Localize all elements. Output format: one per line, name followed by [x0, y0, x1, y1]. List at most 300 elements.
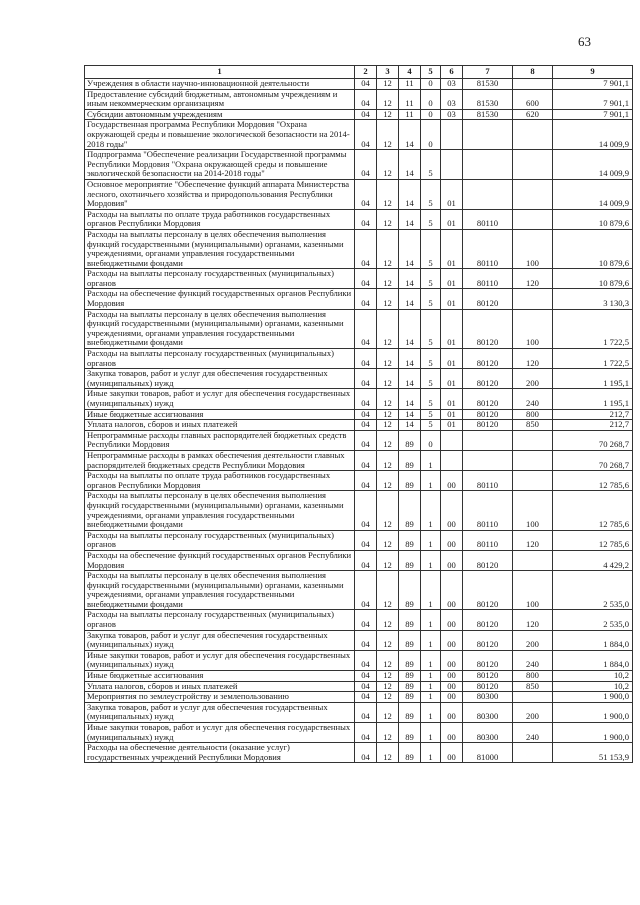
code-subprogram-cell: 5: [421, 420, 441, 431]
table-row: [85, 120, 633, 150]
code-subprogram-cell: 1: [421, 491, 441, 530]
code-ministry-cell: 04: [355, 179, 377, 209]
code-section-cell: 12: [377, 79, 399, 90]
table-row: [85, 491, 633, 530]
code-ministry-cell: 04: [355, 389, 377, 409]
code-program-cell: 89: [399, 702, 421, 722]
code-direction-cell: 80110: [463, 209, 513, 229]
code-direction-cell: 81530: [463, 89, 513, 109]
amount-cell: 12 785,6: [553, 530, 633, 550]
code-program-cell: 89: [399, 681, 421, 692]
code-section-cell: 12: [377, 450, 399, 470]
code-program-cell: 14: [399, 289, 421, 309]
item-name-cell: Расходы на выплаты персоналу в целях обеспечения выполнения функций государственными (муниципальными) органами, казенными учреждениями, органами управления государственными внебюджетными фондами: [85, 571, 355, 610]
code-ministry-cell: 04: [355, 692, 377, 703]
code-expense-type-cell: [513, 179, 553, 209]
code-event-cell: 00: [441, 681, 463, 692]
code-program-cell: 89: [399, 491, 421, 530]
amount-cell: 14 009,9: [553, 179, 633, 209]
item-name-cell: Расходы на выплаты персоналу государственных (муниципальных) органов: [85, 269, 355, 289]
code-event-cell: [441, 150, 463, 180]
table-row: [85, 389, 633, 409]
table-row: [85, 150, 633, 180]
code-direction-cell: 80110: [463, 530, 513, 550]
code-expense-type-cell: 850: [513, 420, 553, 431]
table-row: [85, 630, 633, 650]
code-program-cell: 89: [399, 671, 421, 682]
code-subprogram-cell: 5: [421, 349, 441, 369]
code-program-cell: 89: [399, 571, 421, 610]
code-program-cell: 14: [399, 349, 421, 369]
code-direction-cell: 80120: [463, 389, 513, 409]
item-name-cell: Расходы на выплаты персоналу в целях обеспечения выполнения функций государственными (муниципальными) органами, казенными учреждениями, органами управления государственными внебюджетными фондами: [85, 309, 355, 348]
code-section-cell: 12: [377, 420, 399, 431]
code-expense-type-cell: [513, 450, 553, 470]
code-section-cell: 12: [377, 471, 399, 491]
code-program-cell: 14: [399, 409, 421, 420]
code-section-cell: 12: [377, 309, 399, 348]
code-expense-type-cell: [513, 471, 553, 491]
code-direction-cell: [463, 179, 513, 209]
code-program-cell: 11: [399, 79, 421, 90]
item-name-cell: Расходы на обеспечение деятельности (оказание услуг) государственных учреждений Республики Мордовия: [85, 743, 355, 763]
item-name-cell: Непрограммные расходы в рамках обеспечения деятельности главных распорядителей бюджетных средств Республики Мордовия: [85, 450, 355, 470]
code-section-cell: 12: [377, 671, 399, 682]
amount-cell: 7 901,1: [553, 79, 633, 90]
code-expense-type-cell: 850: [513, 681, 553, 692]
amount-cell: 7 901,1: [553, 109, 633, 120]
table-row: [85, 530, 633, 550]
amount-cell: 10 879,6: [553, 229, 633, 268]
table-row: [85, 450, 633, 470]
code-section-cell: 12: [377, 229, 399, 268]
code-section-cell: 12: [377, 349, 399, 369]
item-name-cell: Иные закупки товаров, работ и услуг для обеспечения государственных (муниципальных) нужд: [85, 723, 355, 743]
code-section-cell: 12: [377, 120, 399, 150]
amount-cell: 10,2: [553, 681, 633, 692]
code-section-cell: 12: [377, 743, 399, 763]
code-expense-type-cell: 240: [513, 650, 553, 670]
amount-cell: 1 722,5: [553, 349, 633, 369]
code-subprogram-cell: 0: [421, 430, 441, 450]
code-subprogram-cell: 5: [421, 150, 441, 180]
code-direction-cell: 80110: [463, 229, 513, 268]
code-subprogram-cell: 1: [421, 743, 441, 763]
code-event-cell: 00: [441, 571, 463, 610]
table-row: [85, 430, 633, 450]
code-event-cell: 00: [441, 530, 463, 550]
code-ministry-cell: 04: [355, 743, 377, 763]
code-subprogram-cell: 1: [421, 671, 441, 682]
code-subprogram-cell: 1: [421, 550, 441, 570]
header-cell: 7: [463, 66, 513, 79]
code-subprogram-cell: 0: [421, 89, 441, 109]
code-direction-cell: 80300: [463, 723, 513, 743]
code-ministry-cell: 04: [355, 89, 377, 109]
item-name-cell: Расходы на выплаты персоналу государственных (муниципальных) органов: [85, 530, 355, 550]
code-ministry-cell: 04: [355, 450, 377, 470]
code-program-cell: 14: [399, 309, 421, 348]
code-expense-type-cell: 200: [513, 702, 553, 722]
code-expense-type-cell: [513, 209, 553, 229]
code-program-cell: 89: [399, 471, 421, 491]
code-program-cell: 89: [399, 650, 421, 670]
code-program-cell: 89: [399, 630, 421, 650]
table-row: [85, 269, 633, 289]
item-name-cell: Иные закупки товаров, работ и услуг для обеспечения государственных (муниципальных) нужд: [85, 389, 355, 409]
item-name-cell: Основное мероприятие "Обеспечение функций аппарата Министерства лесного, охотничьего хозяйства и природопользования Республики Мордовия": [85, 179, 355, 209]
amount-cell: 1 900,0: [553, 692, 633, 703]
item-name-cell: Иные бюджетные ассигнования: [85, 409, 355, 420]
amount-cell: 3 130,3: [553, 289, 633, 309]
code-program-cell: 89: [399, 450, 421, 470]
code-event-cell: 01: [441, 420, 463, 431]
table-row: [85, 471, 633, 491]
code-program-cell: 89: [399, 610, 421, 630]
code-direction-cell: 80120: [463, 420, 513, 431]
code-section-cell: 12: [377, 179, 399, 209]
code-direction-cell: [463, 150, 513, 180]
code-event-cell: 00: [441, 550, 463, 570]
table-row: [85, 420, 633, 431]
code-ministry-cell: 04: [355, 269, 377, 289]
code-expense-type-cell: 240: [513, 389, 553, 409]
code-subprogram-cell: 1: [421, 692, 441, 703]
code-section-cell: 12: [377, 369, 399, 389]
code-expense-type-cell: 120: [513, 530, 553, 550]
code-direction-cell: 80300: [463, 702, 513, 722]
code-direction-cell: 81530: [463, 79, 513, 90]
code-direction-cell: 80300: [463, 692, 513, 703]
code-subprogram-cell: 5: [421, 389, 441, 409]
code-ministry-cell: 04: [355, 471, 377, 491]
code-event-cell: 00: [441, 723, 463, 743]
amount-cell: 70 268,7: [553, 430, 633, 450]
code-event-cell: 03: [441, 79, 463, 90]
code-event-cell: [441, 430, 463, 450]
code-expense-type-cell: [513, 430, 553, 450]
item-name-cell: Расходы на обеспечение функций государственных органов Республики Мордовия: [85, 289, 355, 309]
code-expense-type-cell: [513, 120, 553, 150]
code-expense-type-cell: 800: [513, 671, 553, 682]
code-direction-cell: 80120: [463, 309, 513, 348]
amount-cell: 1 884,0: [553, 650, 633, 670]
code-subprogram-cell: 5: [421, 369, 441, 389]
table-row: [85, 571, 633, 610]
code-subprogram-cell: 5: [421, 309, 441, 348]
code-direction-cell: 80120: [463, 289, 513, 309]
code-event-cell: 00: [441, 671, 463, 682]
table-row: [85, 692, 633, 703]
code-event-cell: 03: [441, 109, 463, 120]
amount-cell: 1 195,1: [553, 389, 633, 409]
item-name-cell: Уплата налогов, сборов и иных платежей: [85, 681, 355, 692]
code-ministry-cell: 04: [355, 671, 377, 682]
amount-cell: 212,7: [553, 409, 633, 420]
amount-cell: 7 901,1: [553, 89, 633, 109]
amount-cell: 70 268,7: [553, 450, 633, 470]
item-name-cell: Расходы на выплаты персоналу в целях обеспечения выполнения функций государственными (муниципальными) органами, казенными учреждениями, органами управления государственными внебюджетными фондами: [85, 229, 355, 268]
table-row: [85, 289, 633, 309]
code-event-cell: 00: [441, 630, 463, 650]
table-row: [85, 550, 633, 570]
code-expense-type-cell: 800: [513, 409, 553, 420]
header-cell: 5: [421, 66, 441, 79]
code-expense-type-cell: [513, 692, 553, 703]
code-program-cell: 14: [399, 269, 421, 289]
code-subprogram-cell: 5: [421, 209, 441, 229]
code-expense-type-cell: 620: [513, 109, 553, 120]
item-name-cell: Расходы на выплаты по оплате труда работников государственных органов Республики Мордовия: [85, 471, 355, 491]
code-ministry-cell: 04: [355, 420, 377, 431]
budget-table: [84, 65, 633, 763]
amount-cell: 4 429,2: [553, 550, 633, 570]
item-name-cell: Мероприятия по землеустройству и землепользованию: [85, 692, 355, 703]
code-direction-cell: 81000: [463, 743, 513, 763]
code-direction-cell: 80120: [463, 349, 513, 369]
code-section-cell: 12: [377, 89, 399, 109]
amount-cell: 1 900,0: [553, 723, 633, 743]
code-direction-cell: [463, 430, 513, 450]
code-ministry-cell: 04: [355, 409, 377, 420]
item-name-cell: Предоставление субсидий бюджетным, автономным учреждениям и иным некоммерческим организациям: [85, 89, 355, 109]
code-direction-cell: 80110: [463, 491, 513, 530]
table-row: [85, 369, 633, 389]
item-name-cell: Подпрограмма "Обеспечение реализации Государственной программы Республики Мордовия "Охрана окружающей среды и повышение экологической безопасности на 2014-2018 годы": [85, 150, 355, 180]
code-expense-type-cell: 240: [513, 723, 553, 743]
code-section-cell: 12: [377, 289, 399, 309]
code-expense-type-cell: [513, 289, 553, 309]
code-expense-type-cell: 100: [513, 309, 553, 348]
code-ministry-cell: 04: [355, 150, 377, 180]
table-row: [85, 681, 633, 692]
code-section-cell: 12: [377, 723, 399, 743]
table-row: [85, 209, 633, 229]
amount-cell: 10,2: [553, 671, 633, 682]
item-name-cell: Закупка товаров, работ и услуг для обеспечения государственных (муниципальных) нужд: [85, 702, 355, 722]
code-ministry-cell: 04: [355, 681, 377, 692]
code-event-cell: 00: [441, 491, 463, 530]
code-section-cell: 12: [377, 389, 399, 409]
code-section-cell: 12: [377, 150, 399, 180]
code-expense-type-cell: 120: [513, 349, 553, 369]
code-direction-cell: 80120: [463, 369, 513, 389]
code-event-cell: 01: [441, 369, 463, 389]
code-program-cell: 11: [399, 89, 421, 109]
code-expense-type-cell: 100: [513, 571, 553, 610]
table-row: [85, 109, 633, 120]
code-direction-cell: 80110: [463, 471, 513, 491]
code-expense-type-cell: 120: [513, 610, 553, 630]
code-event-cell: 00: [441, 650, 463, 670]
table-row: [85, 702, 633, 722]
code-program-cell: 89: [399, 692, 421, 703]
code-program-cell: 89: [399, 550, 421, 570]
amount-cell: 14 009,9: [553, 150, 633, 180]
amount-cell: 12 785,6: [553, 471, 633, 491]
code-subprogram-cell: 1: [421, 650, 441, 670]
header-cell: 9: [553, 66, 633, 79]
code-event-cell: 01: [441, 229, 463, 268]
code-event-cell: 01: [441, 409, 463, 420]
code-direction-cell: 80120: [463, 610, 513, 630]
code-section-cell: 12: [377, 430, 399, 450]
code-expense-type-cell: [513, 150, 553, 180]
code-section-cell: 12: [377, 269, 399, 289]
amount-cell: 14 009,9: [553, 120, 633, 150]
amount-cell: 2 535,0: [553, 571, 633, 610]
table-row: [85, 650, 633, 670]
code-event-cell: 00: [441, 702, 463, 722]
code-direction-cell: 80120: [463, 681, 513, 692]
code-ministry-cell: 04: [355, 630, 377, 650]
code-event-cell: 00: [441, 743, 463, 763]
code-program-cell: 89: [399, 723, 421, 743]
code-section-cell: 12: [377, 610, 399, 630]
code-section-cell: 12: [377, 209, 399, 229]
item-name-cell: Расходы на выплаты по оплате труда работников государственных органов Республики Мордовия: [85, 209, 355, 229]
code-expense-type-cell: [513, 550, 553, 570]
code-program-cell: 89: [399, 743, 421, 763]
table-row: [85, 349, 633, 369]
header-cell: 1: [85, 66, 355, 79]
code-program-cell: 14: [399, 229, 421, 268]
code-subprogram-cell: 1: [421, 723, 441, 743]
code-section-cell: 12: [377, 571, 399, 610]
table-row: [85, 610, 633, 630]
amount-cell: 1 900,0: [553, 702, 633, 722]
table-row: [85, 229, 633, 268]
code-section-cell: 12: [377, 692, 399, 703]
code-direction-cell: [463, 450, 513, 470]
amount-cell: 212,7: [553, 420, 633, 431]
code-direction-cell: 81530: [463, 109, 513, 120]
code-event-cell: 00: [441, 610, 463, 630]
code-direction-cell: 80120: [463, 550, 513, 570]
item-name-cell: Иные закупки товаров, работ и услуг для обеспечения государственных (муниципальных) нужд: [85, 650, 355, 670]
table-row: [85, 409, 633, 420]
code-direction-cell: 80120: [463, 671, 513, 682]
code-event-cell: 00: [441, 471, 463, 491]
code-section-cell: 12: [377, 109, 399, 120]
code-section-cell: 12: [377, 630, 399, 650]
code-event-cell: 01: [441, 289, 463, 309]
code-ministry-cell: 04: [355, 650, 377, 670]
code-event-cell: 01: [441, 389, 463, 409]
code-program-cell: 14: [399, 420, 421, 431]
table-row: [85, 309, 633, 348]
table-row: [85, 671, 633, 682]
amount-cell: 1 195,1: [553, 369, 633, 389]
table-row: [85, 743, 633, 763]
code-ministry-cell: 04: [355, 289, 377, 309]
code-section-cell: 12: [377, 650, 399, 670]
code-ministry-cell: 04: [355, 550, 377, 570]
header-cell: 4: [399, 66, 421, 79]
code-subprogram-cell: 1: [421, 571, 441, 610]
code-subprogram-cell: 1: [421, 450, 441, 470]
item-name-cell: Расходы на выплаты персоналу государственных (муниципальных) органов: [85, 349, 355, 369]
code-ministry-cell: 04: [355, 209, 377, 229]
code-direction-cell: [463, 120, 513, 150]
code-section-cell: 12: [377, 530, 399, 550]
item-name-cell: Учреждения в области научно-инновационной деятельности: [85, 79, 355, 90]
code-event-cell: [441, 120, 463, 150]
code-event-cell: 01: [441, 309, 463, 348]
code-event-cell: 01: [441, 209, 463, 229]
code-subprogram-cell: 5: [421, 179, 441, 209]
code-expense-type-cell: 120: [513, 269, 553, 289]
code-program-cell: 14: [399, 179, 421, 209]
code-direction-cell: 80120: [463, 650, 513, 670]
code-program-cell: 89: [399, 430, 421, 450]
header-cell: 3: [377, 66, 399, 79]
code-ministry-cell: 04: [355, 530, 377, 550]
item-name-cell: Расходы на выплаты персоналу государственных (муниципальных) органов: [85, 610, 355, 630]
code-subprogram-cell: 1: [421, 702, 441, 722]
item-name-cell: Уплата налогов, сборов и иных платежей: [85, 420, 355, 431]
code-program-cell: 14: [399, 120, 421, 150]
code-event-cell: 00: [441, 692, 463, 703]
code-ministry-cell: 04: [355, 79, 377, 90]
code-ministry-cell: 04: [355, 610, 377, 630]
code-subprogram-cell: 1: [421, 630, 441, 650]
item-name-cell: Иные бюджетные ассигнования: [85, 671, 355, 682]
table-row: [85, 79, 633, 90]
table-row: [85, 179, 633, 209]
code-subprogram-cell: 1: [421, 681, 441, 692]
code-section-cell: 12: [377, 491, 399, 530]
code-section-cell: 12: [377, 550, 399, 570]
item-name-cell: Субсидии автономным учреждениям: [85, 109, 355, 120]
item-name-cell: Расходы на выплаты персоналу в целях обеспечения выполнения функций государственными (муниципальными) органами, казенными учреждениями, органами управления государственными внебюджетными фондами: [85, 491, 355, 530]
code-expense-type-cell: [513, 79, 553, 90]
code-ministry-cell: 04: [355, 723, 377, 743]
code-direction-cell: 80120: [463, 571, 513, 610]
code-program-cell: 11: [399, 109, 421, 120]
code-expense-type-cell: 200: [513, 369, 553, 389]
code-program-cell: 89: [399, 530, 421, 550]
code-subprogram-cell: 0: [421, 109, 441, 120]
header-cell: 2: [355, 66, 377, 79]
item-name-cell: Расходы на обеспечение функций государственных органов Республики Мордовия: [85, 550, 355, 570]
code-ministry-cell: 04: [355, 309, 377, 348]
page-number: 63: [578, 34, 591, 49]
amount-cell: 10 879,6: [553, 209, 633, 229]
code-direction-cell: 80110: [463, 269, 513, 289]
code-event-cell: 01: [441, 179, 463, 209]
code-expense-type-cell: [513, 743, 553, 763]
amount-cell: 10 879,6: [553, 269, 633, 289]
code-subprogram-cell: 5: [421, 409, 441, 420]
code-expense-type-cell: 100: [513, 491, 553, 530]
item-name-cell: Непрограммные расходы главных распорядителей бюджетных средств Республики Мордовия: [85, 430, 355, 450]
code-subprogram-cell: 1: [421, 530, 441, 550]
code-ministry-cell: 04: [355, 491, 377, 530]
code-event-cell: [441, 450, 463, 470]
code-ministry-cell: 04: [355, 430, 377, 450]
code-program-cell: 14: [399, 209, 421, 229]
code-section-cell: 12: [377, 681, 399, 692]
code-event-cell: 01: [441, 349, 463, 369]
code-ministry-cell: 04: [355, 109, 377, 120]
code-subprogram-cell: 5: [421, 229, 441, 268]
code-subprogram-cell: 0: [421, 79, 441, 90]
code-subprogram-cell: 1: [421, 610, 441, 630]
code-section-cell: 12: [377, 702, 399, 722]
table-row: [85, 89, 633, 109]
code-ministry-cell: 04: [355, 702, 377, 722]
